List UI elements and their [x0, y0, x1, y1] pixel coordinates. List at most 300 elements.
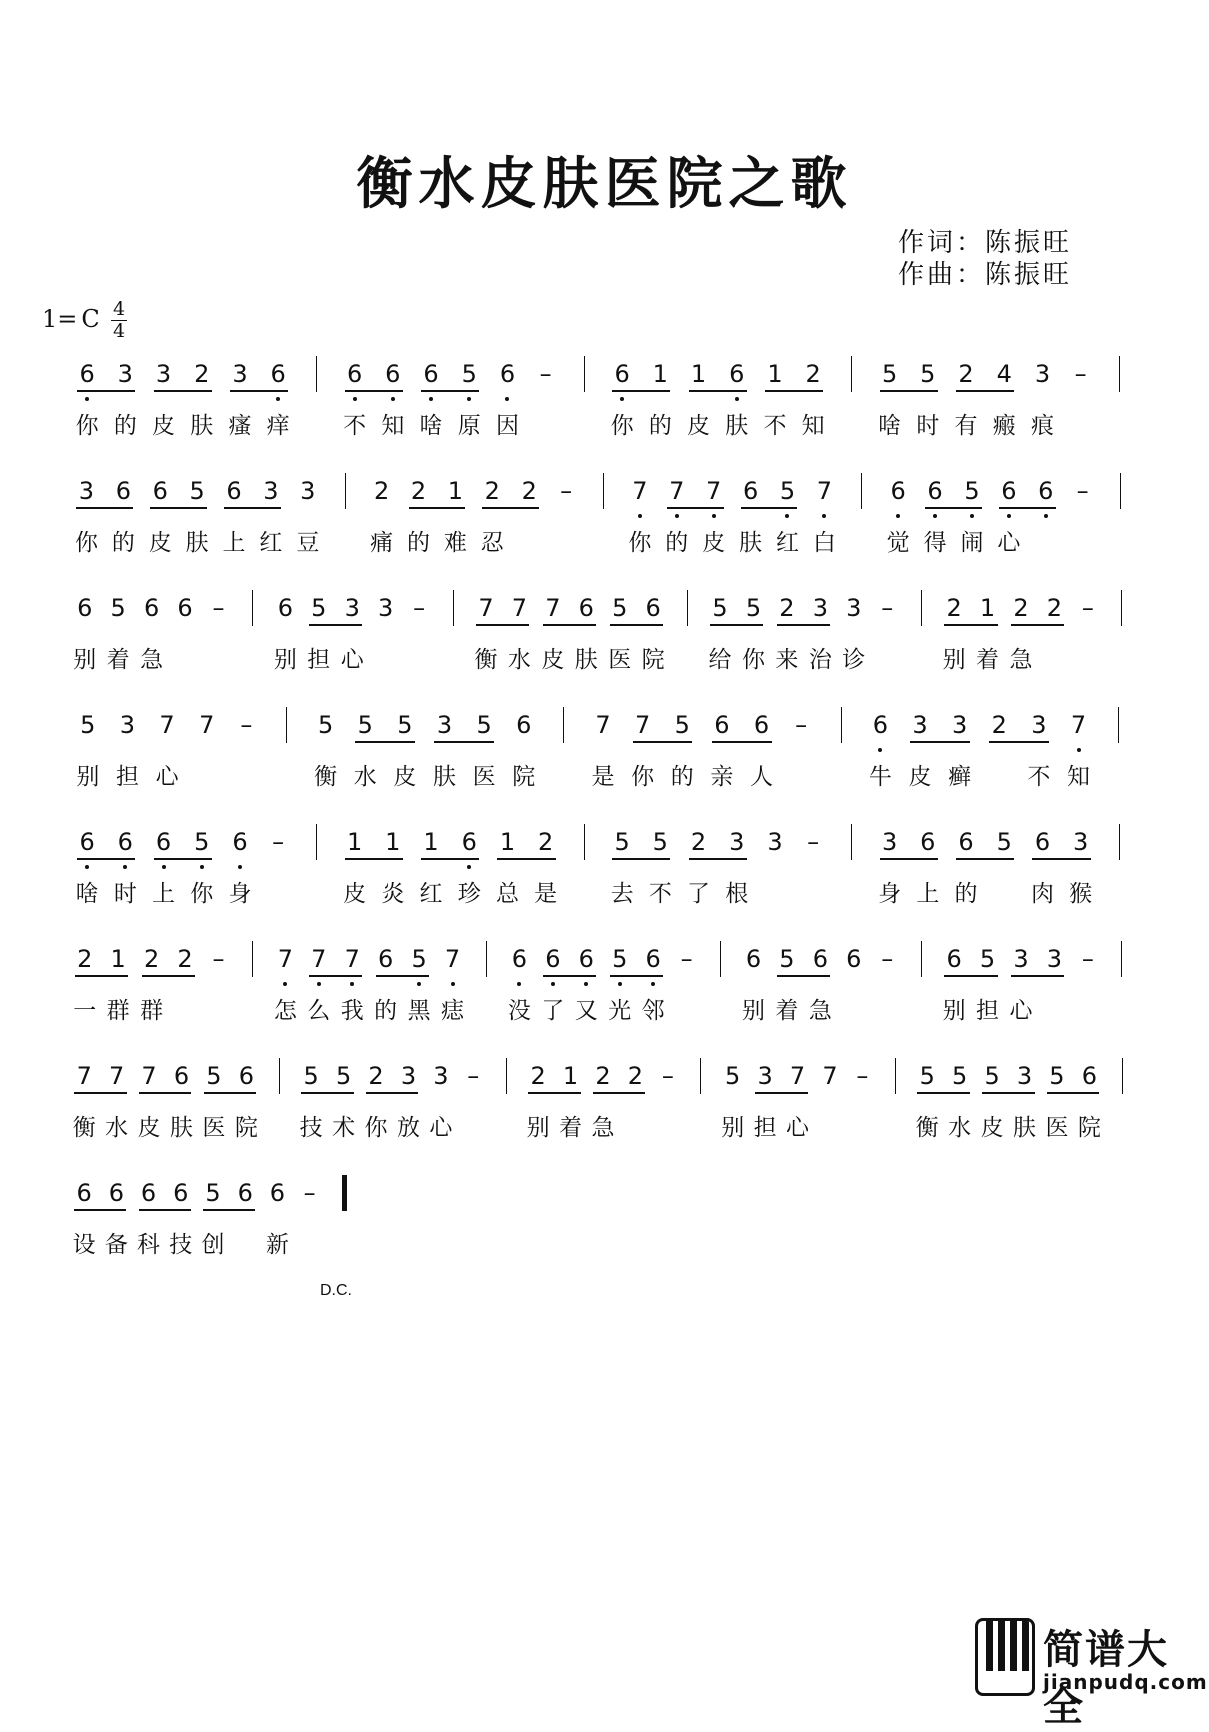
lyric-char: 红	[259, 530, 283, 556]
note: 6	[385, 360, 401, 388]
barline	[700, 1058, 701, 1094]
note: 7	[159, 711, 175, 739]
note: 2	[194, 360, 210, 388]
beam-underline	[543, 624, 596, 626]
low-octave-dot	[1077, 748, 1081, 752]
lyric-char: 痣	[441, 998, 465, 1024]
note: 6	[143, 594, 160, 622]
lyric-char: 肤	[190, 413, 214, 439]
note: 5	[612, 945, 628, 973]
lyric-char: 给	[708, 647, 732, 673]
note: 2	[410, 477, 427, 505]
beam-underline	[76, 507, 133, 509]
note: 7	[199, 711, 215, 739]
beam-underline	[910, 741, 970, 743]
note: 2	[946, 594, 962, 622]
note: 2	[690, 828, 707, 856]
low-octave-dot	[822, 514, 826, 518]
barline	[687, 590, 688, 626]
note: 3	[1034, 360, 1051, 388]
lyric-char: 豆	[296, 530, 320, 556]
note: 7	[108, 1062, 125, 1090]
note: 7	[1070, 711, 1087, 739]
low-octave-dot	[517, 982, 521, 986]
note: 5	[80, 711, 96, 739]
lyric-char: 衡	[314, 764, 338, 790]
barline	[584, 824, 585, 860]
note: 7	[634, 711, 651, 739]
beam-underline	[309, 624, 362, 626]
note: 3	[1013, 945, 1029, 973]
lyric-char: 院	[234, 1115, 258, 1141]
barline	[584, 356, 585, 392]
lyric-char: 急	[808, 998, 832, 1024]
lyric-char: 着	[559, 1115, 583, 1141]
lyric-char: 科	[137, 1232, 161, 1258]
note: 6	[920, 828, 936, 856]
lyric-char: 急	[1009, 647, 1033, 673]
lyricist-credit: 作词：陈振旺	[898, 228, 1073, 258]
beam-underline	[497, 858, 555, 860]
note: 6	[177, 594, 193, 622]
note: 7	[444, 945, 461, 973]
note: 5	[461, 360, 477, 388]
lyric-char: 着	[976, 647, 1000, 673]
lyric-char: 痕	[1030, 413, 1054, 439]
note: 7	[789, 1062, 806, 1090]
note: 5	[206, 1062, 222, 1090]
note: 1	[447, 477, 464, 505]
note: 5	[984, 1062, 1000, 1090]
barline	[851, 824, 852, 860]
beam-underline	[528, 1092, 580, 1094]
lyric-char: 知	[1067, 764, 1091, 790]
note: 1	[979, 594, 996, 622]
beam-underline	[1032, 858, 1090, 860]
note: 3	[767, 828, 783, 856]
beam-underline	[610, 975, 663, 977]
beam-underline	[633, 741, 693, 743]
note: 7	[311, 945, 327, 973]
note: 5	[335, 1062, 352, 1090]
beam-underline	[154, 390, 212, 392]
low-octave-dot	[451, 982, 455, 986]
lyric-char: 肤	[185, 530, 209, 556]
lyric-char: 担	[753, 1115, 777, 1141]
low-octave-dot	[429, 397, 433, 401]
note: 5	[303, 1062, 319, 1090]
lyric-char: 啥	[75, 881, 99, 907]
note: 5	[397, 711, 413, 739]
barline	[861, 473, 862, 509]
lyric-char: 水	[105, 1115, 129, 1141]
beam-underline	[366, 1092, 418, 1094]
note: 2	[521, 477, 537, 505]
low-octave-dot	[878, 748, 882, 752]
note: 6	[277, 594, 293, 622]
note: 6	[729, 360, 745, 388]
dash-extension: –	[413, 594, 426, 622]
note: 6	[578, 594, 594, 622]
note: 1	[690, 360, 707, 388]
note: 5	[712, 594, 728, 622]
beam-underline	[409, 507, 466, 509]
key-letter: C	[81, 305, 100, 333]
lyric-char: 你	[631, 764, 655, 790]
beam-underline	[421, 858, 479, 860]
beam-underline	[610, 624, 663, 626]
note: 6	[270, 360, 286, 388]
note: 7	[76, 1062, 92, 1090]
dash-extension: –	[560, 477, 573, 505]
dash-extension: –	[1081, 945, 1094, 973]
note: 6	[846, 945, 862, 973]
beam-underline	[230, 390, 288, 392]
barline	[1121, 590, 1122, 626]
beam-underline	[75, 975, 128, 977]
lyric-char: 创	[201, 1232, 225, 1258]
note: 3	[155, 360, 172, 388]
lyric-char: 别	[721, 1115, 745, 1141]
note: 7	[816, 477, 833, 505]
beam-underline	[434, 741, 494, 743]
beam-underline	[345, 858, 403, 860]
note: 6	[226, 477, 242, 505]
note: 2	[373, 477, 390, 505]
lyric-char: 总	[495, 881, 519, 907]
note: 5	[612, 594, 628, 622]
barline	[1119, 356, 1120, 392]
note: 6	[511, 945, 528, 973]
lyric-char: 急	[591, 1115, 615, 1141]
note: 7	[511, 594, 528, 622]
note: 7	[706, 477, 722, 505]
beam-underline	[982, 1092, 1034, 1094]
note: 6	[79, 360, 95, 388]
low-octave-dot	[123, 865, 127, 869]
note: 5	[996, 828, 1012, 856]
note: 7	[595, 711, 611, 739]
lyric-char: 你	[741, 647, 765, 673]
note: 6	[578, 945, 594, 973]
low-octave-dot	[551, 982, 555, 986]
lyric-char: 心	[155, 764, 179, 790]
note: 6	[140, 1179, 157, 1207]
note: 6	[378, 945, 394, 973]
lyric-char: 的	[954, 881, 978, 907]
beam-underline	[301, 1092, 353, 1094]
lyric-char: 别	[76, 764, 100, 790]
dash-extension: –	[807, 828, 820, 856]
beam-underline	[482, 507, 539, 509]
beam-underline	[77, 390, 135, 392]
lyric-char: 肤	[1013, 1115, 1036, 1141]
song-title: 衡水皮肤医院之歌	[356, 151, 853, 217]
lyric-char: 邻	[641, 998, 665, 1024]
lyric-char: 着	[106, 647, 130, 673]
lyric-char: 担	[307, 647, 331, 673]
barline	[1122, 1058, 1123, 1094]
low-octave-dot	[1007, 514, 1011, 518]
note: 2	[368, 1062, 384, 1090]
dash-extension: –	[1081, 594, 1094, 622]
lyric-char: 忍	[480, 530, 504, 556]
note: 5	[920, 360, 936, 388]
beam-underline	[142, 975, 195, 977]
note: 3	[117, 360, 133, 388]
lyric-char: 心	[1009, 998, 1033, 1024]
lyric-char: 了	[541, 998, 565, 1024]
note: 1	[562, 1062, 579, 1090]
note: 5	[779, 945, 795, 973]
beam-underline	[376, 975, 429, 977]
low-octave-dot	[417, 982, 421, 986]
low-octave-dot	[620, 397, 624, 401]
lyric-char: 啥	[878, 413, 902, 439]
note: 5	[652, 828, 668, 856]
barline	[252, 941, 253, 977]
lyric-char: 的	[113, 413, 137, 439]
beam-underline	[74, 1209, 126, 1211]
beam-underline	[944, 975, 997, 977]
lyric-char: 了	[687, 881, 711, 907]
lyric-char: 上	[152, 881, 176, 907]
barline	[720, 941, 721, 977]
low-octave-dot	[1044, 514, 1048, 518]
lyric-char: 亲	[710, 764, 734, 790]
note: 2	[805, 360, 821, 388]
note: 3	[378, 594, 394, 622]
beam-underline	[765, 390, 823, 392]
lyric-char: 白	[812, 530, 836, 556]
note: 6	[614, 360, 630, 388]
dash-extension: –	[467, 1062, 480, 1090]
note: 7	[632, 477, 648, 505]
lyric-char: 身	[228, 881, 252, 907]
lyric-char: 医	[472, 764, 496, 790]
low-octave-dot	[283, 982, 287, 986]
dash-extension: –	[881, 594, 894, 622]
lyric-char: 心	[997, 530, 1021, 556]
beam-underline	[667, 507, 724, 509]
lyric-char: 别	[741, 998, 765, 1024]
barline	[286, 707, 287, 743]
lyric-char: 皮	[148, 530, 172, 556]
beam-underline	[925, 507, 982, 509]
low-octave-dot	[162, 865, 166, 869]
lyric-char: 上	[222, 530, 246, 556]
lyric-char: 院	[512, 764, 536, 790]
note: 1	[499, 828, 516, 856]
barline	[563, 707, 564, 743]
note: 5	[779, 477, 796, 505]
note: 6	[516, 711, 532, 739]
lyric-char: 瘢	[992, 413, 1016, 439]
lyric-char: 技	[299, 1115, 323, 1141]
note: 5	[919, 1062, 935, 1090]
low-octave-dot	[467, 397, 471, 401]
note: 6	[872, 711, 889, 739]
note: 5	[964, 477, 980, 505]
note: 6	[1001, 477, 1017, 505]
low-octave-dot	[353, 397, 357, 401]
beam-underline	[777, 975, 830, 977]
note: 2	[627, 1062, 644, 1090]
lyric-char: 怎	[273, 998, 297, 1024]
barline	[1121, 941, 1122, 977]
lyric-char: 水	[507, 647, 531, 673]
note: 3	[846, 594, 862, 622]
note: 7	[344, 945, 360, 973]
note: 3	[1016, 1062, 1033, 1090]
lyric-char: 有	[954, 413, 978, 439]
low-octave-dot	[317, 982, 321, 986]
note: 7	[545, 594, 561, 622]
note: 5	[979, 945, 996, 973]
lyric-char: 你	[628, 530, 652, 556]
note: 6	[645, 594, 661, 622]
piano-icon	[975, 1618, 1035, 1696]
note: 3	[433, 1062, 449, 1090]
beam-underline	[1011, 624, 1064, 626]
lyric-char: 肤	[574, 647, 598, 673]
lyric-char: 医	[608, 647, 632, 673]
lyric-char: 是	[591, 764, 615, 790]
note: 5	[476, 711, 492, 739]
note: 6	[423, 360, 439, 388]
note: 5	[194, 828, 210, 856]
beam-underline	[543, 975, 596, 977]
lyric-char: 因	[495, 413, 519, 439]
low-octave-dot	[896, 514, 900, 518]
note: 4	[996, 360, 1012, 388]
note: 2	[530, 1062, 546, 1090]
note: 6	[1038, 477, 1054, 505]
lyric-char: 水	[353, 764, 377, 790]
note: 3	[812, 594, 828, 622]
note: 6	[237, 1179, 253, 1207]
lyric-char: 肤	[169, 1115, 193, 1141]
beam-underline	[989, 741, 1049, 743]
dash-extension: –	[661, 1062, 674, 1090]
lyric-char: 术	[332, 1115, 356, 1141]
note: 3	[1031, 711, 1047, 739]
note: 5	[1049, 1062, 1065, 1090]
beam-underline	[593, 1092, 645, 1094]
beam-underline	[880, 858, 938, 860]
barline	[921, 590, 922, 626]
low-octave-dot	[651, 982, 655, 986]
lyric-char: 炎	[381, 881, 405, 907]
note: 5	[952, 1062, 968, 1090]
dash-extension: –	[212, 945, 225, 973]
beam-underline	[741, 507, 798, 509]
note: 2	[143, 945, 160, 973]
note: 6	[79, 828, 95, 856]
repeat-end-barline	[342, 1175, 347, 1211]
dash-extension: –	[212, 594, 225, 622]
lyric-char: 黑	[407, 998, 431, 1024]
dash-extension: –	[1074, 360, 1087, 388]
note: 3	[400, 1062, 417, 1090]
low-octave-dot	[200, 865, 204, 869]
beam-underline	[355, 741, 415, 743]
lyric-char: 肉	[1030, 881, 1054, 907]
beam-underline	[224, 507, 281, 509]
low-octave-dot	[505, 397, 509, 401]
lyric-char: 珍	[457, 881, 481, 907]
barline	[453, 590, 454, 626]
lyric-char: 衡	[72, 1115, 96, 1141]
key-prefix: 1=	[42, 305, 78, 333]
barline	[316, 824, 317, 860]
lyric-char: 水	[948, 1115, 972, 1141]
lyric-char: 医	[1045, 1115, 1069, 1141]
note: 3	[300, 477, 316, 505]
note: 7	[141, 1062, 157, 1090]
beam-underline	[1047, 1092, 1099, 1094]
barline	[252, 590, 253, 626]
lyric-char: 担	[115, 764, 139, 790]
lyric-char: 瘙	[228, 413, 252, 439]
note: 7	[478, 594, 494, 622]
barline	[921, 941, 922, 977]
note: 6	[946, 945, 962, 973]
note: 6	[346, 360, 363, 388]
beam-underline	[139, 1092, 191, 1094]
beam-underline	[139, 1209, 191, 1211]
lyric-char: 人	[750, 764, 774, 790]
dash-extension: –	[240, 711, 253, 739]
lyric-char: 的	[111, 530, 135, 556]
note: 3	[757, 1062, 773, 1090]
barline	[1120, 473, 1121, 509]
note: 6	[173, 1062, 190, 1090]
note: 5	[881, 360, 898, 388]
lyric-char: 的	[407, 530, 431, 556]
dc-marking: D.C.	[320, 1282, 352, 1299]
lyric-char: 皮	[393, 764, 417, 790]
lyric-char: 皮	[343, 881, 367, 907]
lyric-char: 别	[273, 647, 297, 673]
note: 7	[669, 477, 685, 505]
lyric-char: 新	[265, 1232, 289, 1258]
lyric-char: 皮	[702, 530, 726, 556]
note: 2	[958, 360, 974, 388]
beam-underline	[689, 390, 747, 392]
lyric-char: 皮	[980, 1115, 1004, 1141]
note: 2	[538, 828, 554, 856]
lyric-char: 心	[340, 647, 364, 673]
note: 6	[1034, 828, 1051, 856]
beam-underline	[880, 390, 938, 392]
note: 5	[311, 594, 327, 622]
note: 3	[952, 711, 968, 739]
note: 5	[189, 477, 205, 505]
time-signature-top: 4	[112, 298, 126, 320]
note: 6	[958, 828, 974, 856]
lyric-char: 时	[113, 881, 137, 907]
low-octave-dot	[391, 397, 395, 401]
low-octave-dot	[276, 397, 280, 401]
logo-url: jianpudq.com	[1043, 1670, 1208, 1694]
lyric-char: 么	[307, 998, 331, 1024]
lyric-char: 院	[641, 647, 665, 673]
lyric-char: 又	[574, 998, 598, 1024]
lyric-char: 院	[1077, 1115, 1101, 1141]
dash-extension: –	[539, 360, 552, 388]
lyric-char: 别	[942, 647, 966, 673]
